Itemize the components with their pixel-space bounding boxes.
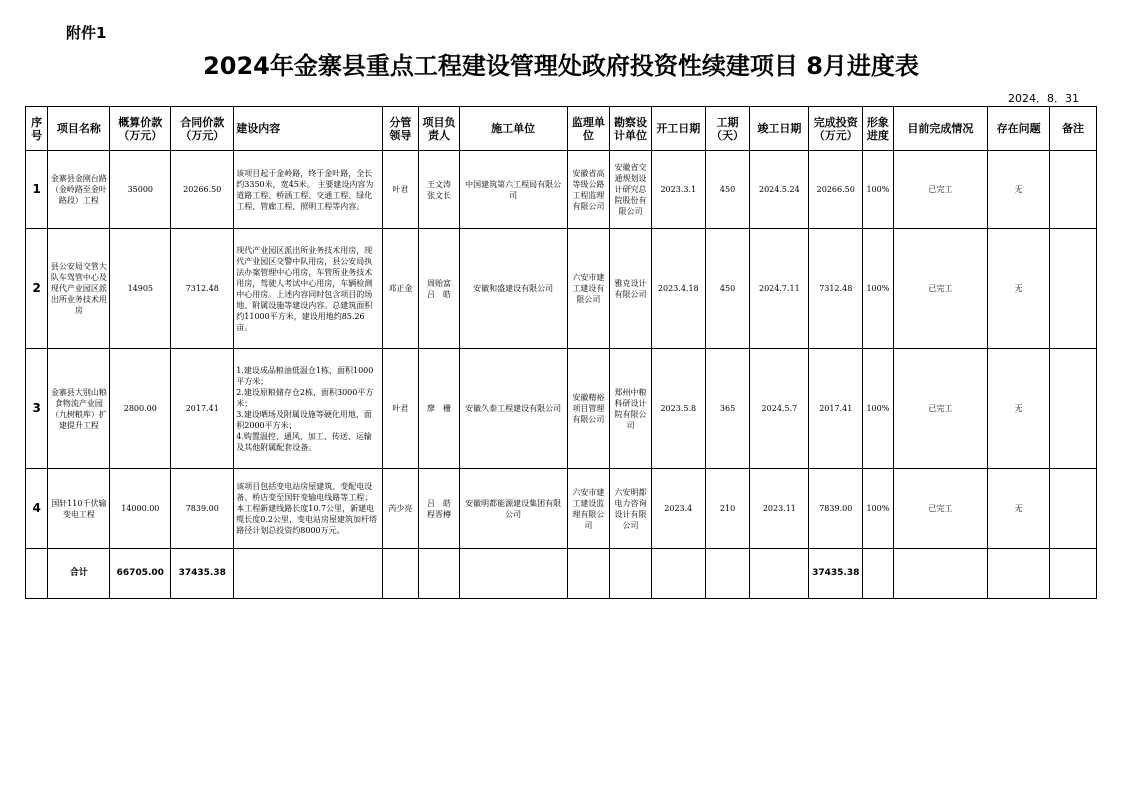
- manager-name: 张文长: [427, 190, 451, 200]
- cell-invested: 7312.48: [809, 229, 863, 349]
- cell-duration: 365: [705, 349, 750, 469]
- header-supervisor: 监理单位: [567, 107, 610, 151]
- header-progress: 形象进度: [863, 107, 893, 151]
- header-manager: 项目负责人: [419, 107, 460, 151]
- cell-seq: 3: [26, 349, 48, 469]
- cell-empty: [459, 549, 567, 599]
- content-line: 3.建设晒场及附属设施等硬化用地，面积2000平方米；: [236, 409, 372, 430]
- header-contract: 合同价款（万元）: [171, 107, 234, 151]
- report-date: 2024．8．31: [1008, 92, 1079, 105]
- cell-empty: [610, 549, 652, 599]
- manager-name: 程晋樽: [427, 509, 451, 519]
- cell-budget: 14905: [110, 229, 171, 349]
- total-row: [26, 549, 1097, 599]
- cell-issues: 无: [988, 469, 1050, 549]
- cell-notes: [1050, 229, 1097, 349]
- cell-notes: [1050, 151, 1097, 229]
- cell-manager: [419, 229, 460, 349]
- cell-end: 2024.5.7: [750, 349, 809, 469]
- cell-invested: 2017.41: [809, 349, 863, 469]
- table-row: [26, 229, 1097, 349]
- total-invested: 37435.38: [809, 549, 863, 599]
- manager-name: 吕 皓: [427, 289, 451, 299]
- cell-contract: 2017.41: [171, 349, 234, 469]
- cell-content: 该项目起于金岭路，终于金叶路，全长约3350米，宽45米。 主要建设内容为道路工程、桥涵工程、交通工程、绿化工程、管廊工程、照明工程等内容。: [234, 151, 382, 229]
- attachment-label: 附件1: [66, 24, 107, 42]
- manager-name: 王文涛: [427, 179, 451, 189]
- cell-supervisor: 安徽精裕项目管理有限公司: [567, 349, 610, 469]
- cell-designer: 郑州中粮科研设计院有限公司: [610, 349, 652, 469]
- cell-issues: 无: [988, 229, 1050, 349]
- cell-empty: [705, 549, 750, 599]
- cell-end: 2023.11: [750, 469, 809, 549]
- cell-name: 金寨县大别山粮食物流产业园（九树粮库）扩建提升工程: [48, 349, 110, 469]
- cell-manager: [419, 469, 460, 549]
- page-title: 2024年金寨县重点工程建设管理处政府投资性续建项目 8月进度表: [203, 52, 919, 80]
- cell-contractor: 安徽和盛建设有限公司: [459, 229, 567, 349]
- table-row: [26, 349, 1097, 469]
- content-line: 4.购置温控、通风、加工、传送、运输及其他附属配套设备。: [236, 431, 372, 452]
- cell-budget: 14000.00: [110, 469, 171, 549]
- cell-issues: 无: [988, 349, 1050, 469]
- cell-notes: [1050, 349, 1097, 469]
- header-row: [26, 107, 1097, 151]
- content-line: 1.建设成品粮油低温仓1栋，面积1000平方米；: [236, 365, 374, 386]
- header-name: 项目名称: [48, 107, 110, 151]
- cell-status: 已完工: [893, 469, 988, 549]
- cell-seq: 4: [26, 469, 48, 549]
- cell-issues: 无: [988, 151, 1050, 229]
- cell-progress: 100%: [863, 469, 893, 549]
- header-issues: 存在问题: [988, 107, 1050, 151]
- cell-leader: 叶君: [382, 151, 419, 229]
- cell-invested: 20266.50: [809, 151, 863, 229]
- cell-start: 2023.5.8: [651, 349, 705, 469]
- cell-budget: 2800.00: [110, 349, 171, 469]
- table-row: [26, 469, 1097, 549]
- cell-empty: [893, 549, 988, 599]
- cell-start: 2023.3.1: [651, 151, 705, 229]
- cell-designer: 六安明都电力咨询设计有限公司: [610, 469, 652, 549]
- cell-manager: [419, 349, 460, 469]
- cell-leader: 芮少亮: [382, 469, 419, 549]
- cell-progress: 100%: [863, 151, 893, 229]
- header-content: 建设内容: [234, 107, 382, 151]
- header-status: 目前完成情况: [893, 107, 988, 151]
- cell-duration: 210: [705, 469, 750, 549]
- cell-empty: [567, 549, 610, 599]
- cell-manager: [419, 151, 460, 229]
- cell-empty: [234, 549, 382, 599]
- cell-status: 已完工: [893, 151, 988, 229]
- header-seq: 序号: [26, 107, 48, 151]
- cell-name: 金寨县金刚台路（金岭路至金叶路段）工程: [48, 151, 110, 229]
- manager-name: 廖 栅: [427, 404, 451, 413]
- header-invested: 完成投资（万元）: [809, 107, 863, 151]
- cell-leader: 叶君: [382, 349, 419, 469]
- header-designer: 勘察设计单位: [610, 107, 652, 151]
- cell-start: 2023.4.18: [651, 229, 705, 349]
- cell-duration: 450: [705, 229, 750, 349]
- header-duration: 工期（天）: [705, 107, 750, 151]
- cell-seq: 1: [26, 151, 48, 229]
- header-leader: 分管领导: [382, 107, 419, 151]
- total-contract: 37435.38: [171, 549, 234, 599]
- cell-progress: 100%: [863, 229, 893, 349]
- cell-status: 已完工: [893, 349, 988, 469]
- cell-start: 2023.4: [651, 469, 705, 549]
- cell-contract: 20266.50: [171, 151, 234, 229]
- content-line: 2.建设原粮储存仓2栋，面积3000平方米；: [236, 387, 374, 408]
- header-notes: 备注: [1050, 107, 1097, 151]
- header-start: 开工日期: [651, 107, 705, 151]
- cell-end: 2024.7.11: [750, 229, 809, 349]
- cell-contract: 7839.00: [171, 469, 234, 549]
- cell-leader: 邓正金: [382, 229, 419, 349]
- header-budget: 概算价款（万元）: [110, 107, 171, 151]
- cell-contract: 7312.48: [171, 229, 234, 349]
- cell-supervisor: 六安市建工建设有限公司: [567, 229, 610, 349]
- cell-content: [234, 349, 382, 469]
- manager-name: 周贻富: [427, 278, 451, 288]
- cell-duration: 450: [705, 151, 750, 229]
- cell-status: 已完工: [893, 229, 988, 349]
- cell-name: 县公安局交管大队车驾管中心及现代产业园区派出所业务技术用房: [48, 229, 110, 349]
- cell-supervisor: 安徽省高等级公路工程监理有限公司: [567, 151, 610, 229]
- cell-empty: [863, 549, 893, 599]
- cell-designer: 安徽省交通规划设计研究总院股份有限公司: [610, 151, 652, 229]
- cell-empty: [26, 549, 48, 599]
- cell-budget: 35000: [110, 151, 171, 229]
- cell-empty: [382, 549, 419, 599]
- cell-empty: [419, 549, 460, 599]
- header-end: 竣工日期: [750, 107, 809, 151]
- cell-content: 现代产业园区派出所业务技术用房，现代产业园区交警中队用房，县公安局执法办案管理中心用房，车管所业务技术用房，驾驶人考试中心用房，车辆检测中心用房。上述内容同时包含项目的场地、附属设施等建设内容。总建筑面积约11000平方米，建设用地约85.26亩。: [234, 229, 382, 349]
- cell-empty: [1050, 549, 1097, 599]
- cell-designer: 雅克设计有限公司: [610, 229, 652, 349]
- cell-contractor: 安徽明都能源建设集团有限公司: [459, 469, 567, 549]
- cell-name: 国轩110千伏输变电工程: [48, 469, 110, 549]
- cell-notes: [1050, 469, 1097, 549]
- cell-seq: 2: [26, 229, 48, 349]
- table-row: [26, 151, 1097, 229]
- progress-table: [25, 106, 1097, 599]
- cell-contractor: 中国建筑第六工程局有限公司: [459, 151, 567, 229]
- total-label: 合计: [48, 549, 110, 599]
- cell-empty: [988, 549, 1050, 599]
- cell-content: 该项目包括变电站房屋建筑、变配电设备、桥店变至国轩变输电线路等工程；本工程新建线路长度10.7公里，新建电缆长度0.2公里，变电站房屋建筑加杆塔路径计划总投资约8000万元。: [234, 469, 382, 549]
- cell-empty: [651, 549, 705, 599]
- cell-empty: [750, 549, 809, 599]
- total-budget: 66705.00: [110, 549, 171, 599]
- header-contractor: 施工单位: [459, 107, 567, 151]
- cell-contractor: 安徽久泰工程建设有限公司: [459, 349, 567, 469]
- cell-end: 2024.5.24: [750, 151, 809, 229]
- manager-name: 吕 皓: [427, 498, 451, 508]
- cell-supervisor: 六安市建工建设监理有限公司: [567, 469, 610, 549]
- cell-invested: 7839.00: [809, 469, 863, 549]
- cell-progress: 100%: [863, 349, 893, 469]
